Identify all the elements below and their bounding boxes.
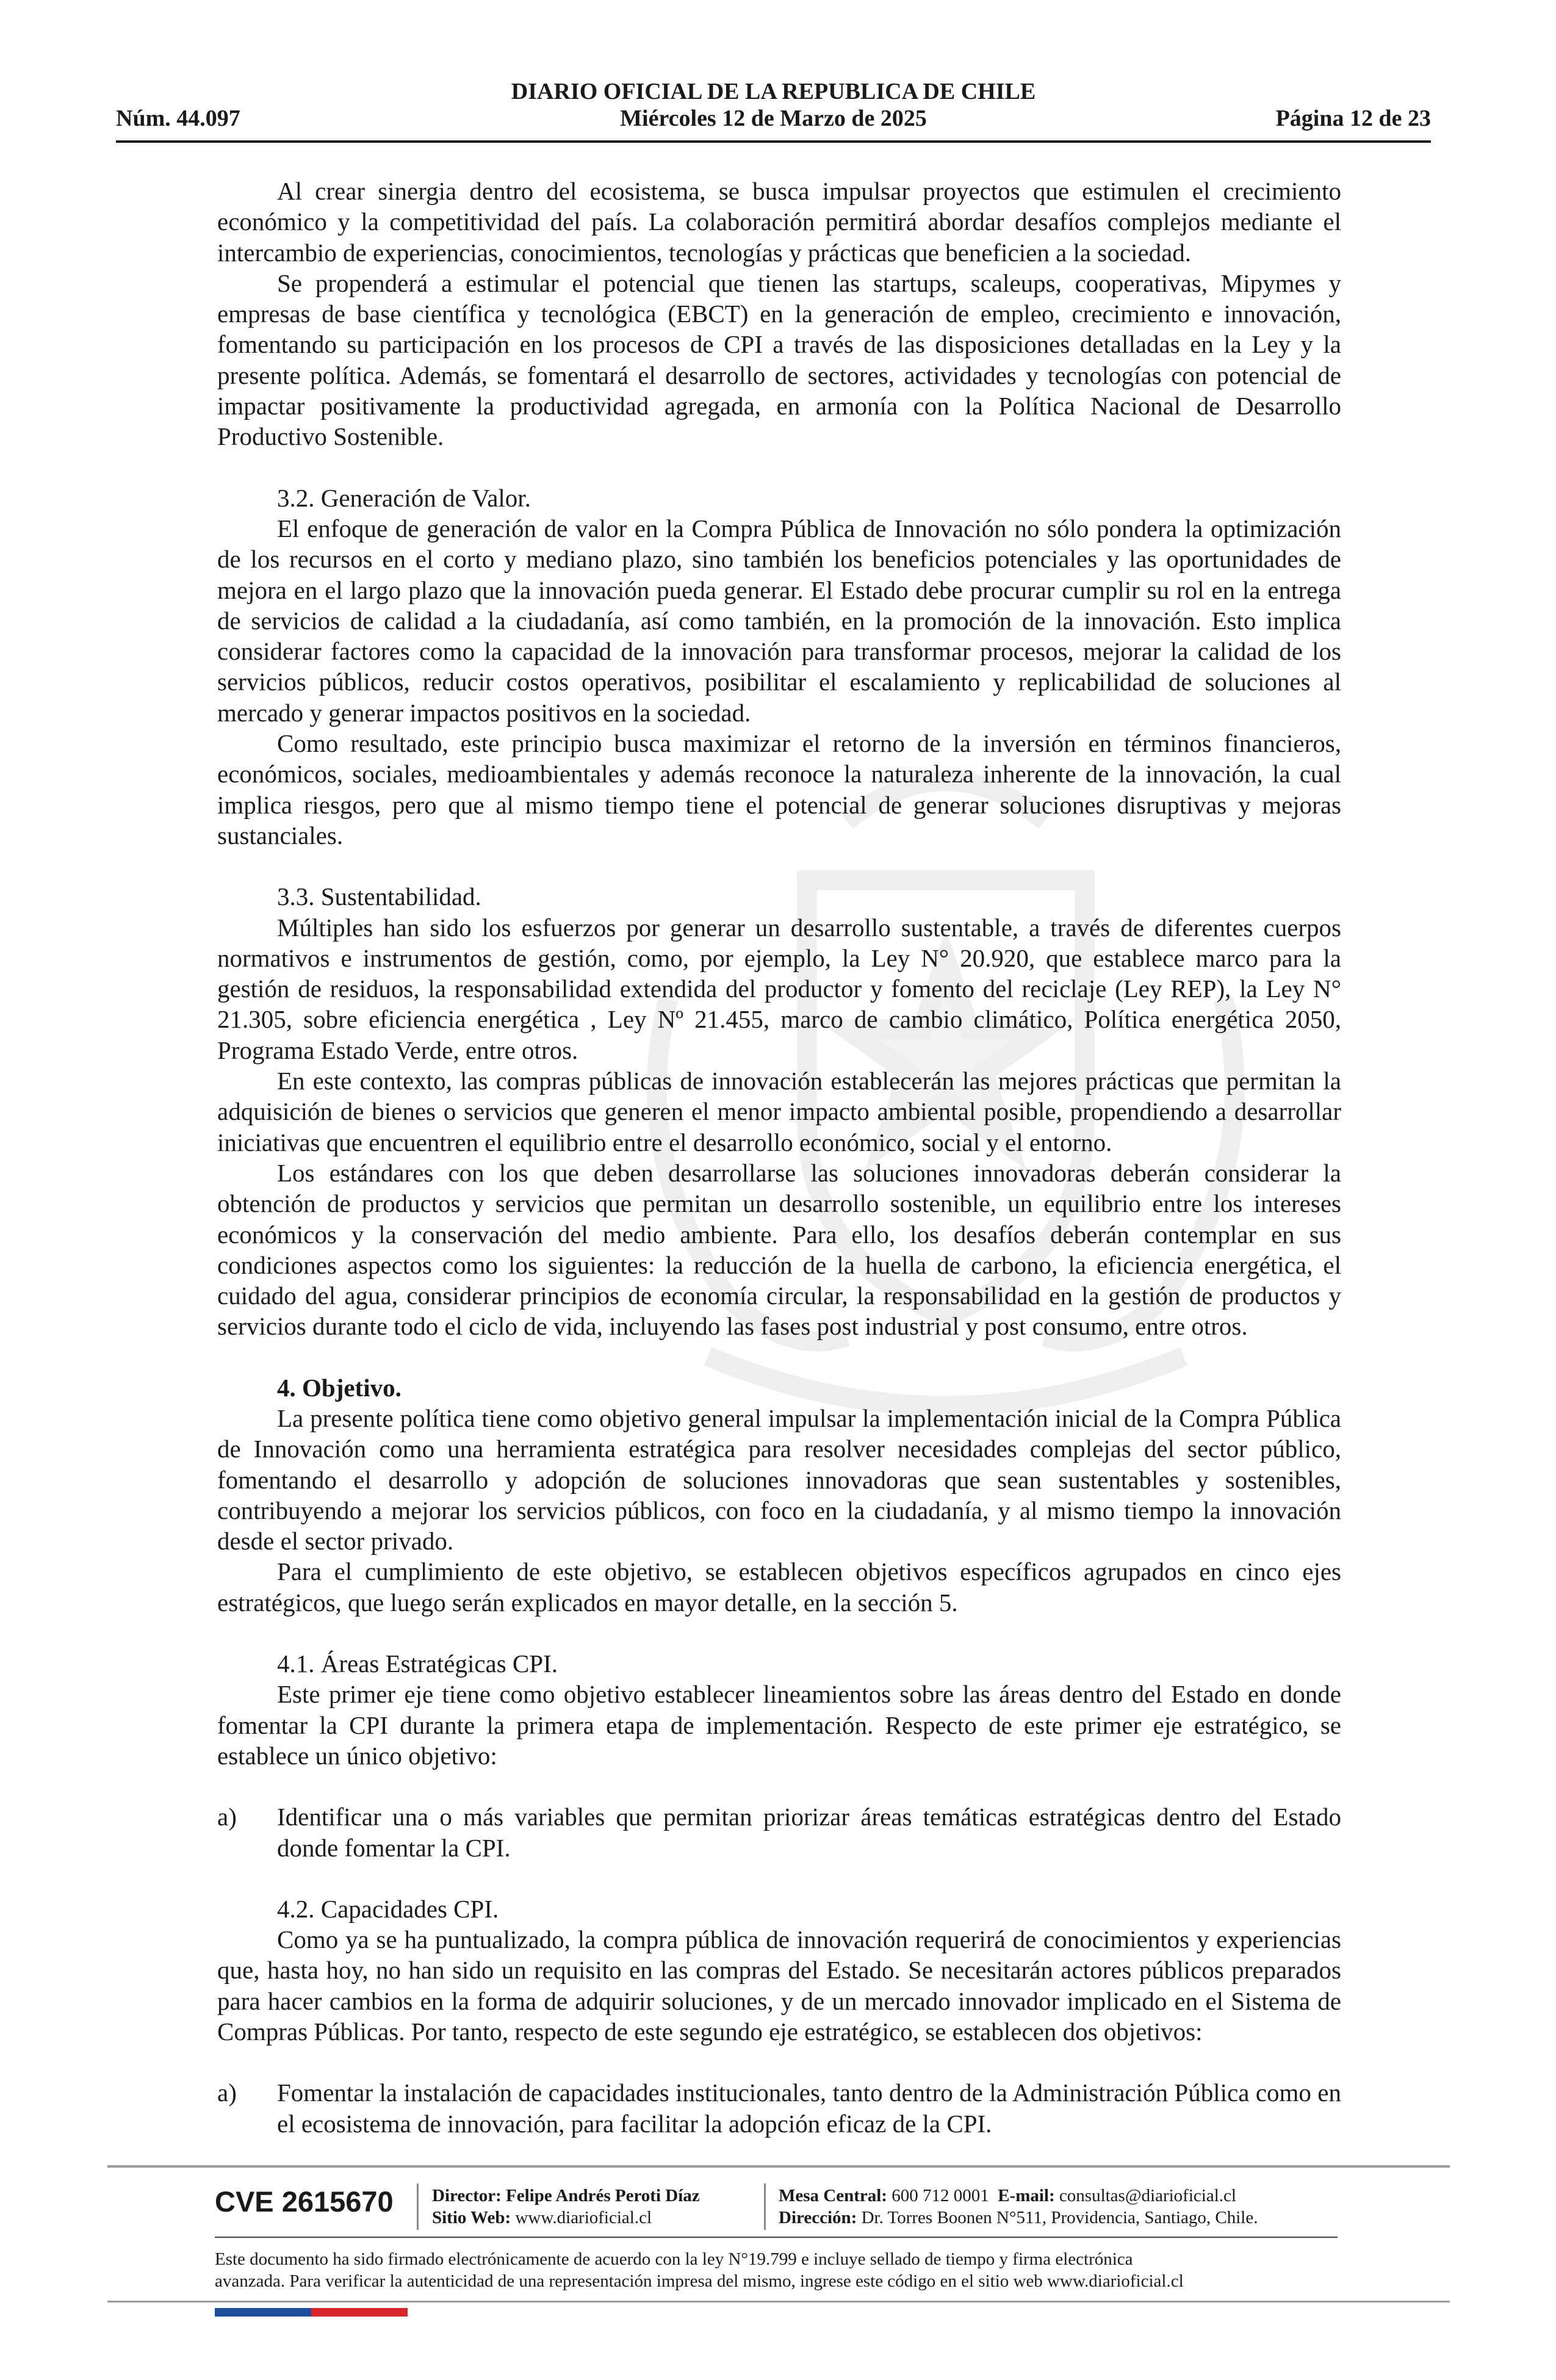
paragraph: En este contexto, las compras públicas de innovación establecerán las mejores prácticas que permitan la adquisición de bienes o servicios que generen el menor impacto ambiental posible, propendiendo a desarrollar iniciativas que encuentren el equilibrio entre el desarrollo económico, social y el entorno.	[217, 1067, 1341, 1156]
document-body	[217, 176, 1341, 2139]
legal-notice	[215, 2248, 1344, 2292]
paragraph: Como ya se ha puntualizado, la compra pública de innovación requerirá de conocimientos y experiencias que, hasta hoy, no han sido un requisito en las compras del Estado. Se necesitarán actores públicos preparados para hacer cambios en la forma de adquirir soluciones, y de un mercado innovador implicado en el Sistema de Compras Públicas. Por tanto, respecto de este segundo eje estratégico, se establecen dos objetivos:	[217, 1925, 1341, 2046]
list-item	[217, 2077, 1341, 2139]
director-label: Director:	[432, 2186, 502, 2205]
page-header	[116, 74, 1431, 146]
phone-label: Mesa Central:	[779, 2186, 887, 2205]
director-block	[432, 2185, 700, 2229]
section-heading-4-1: 4.1. Áreas Estratégicas CPI.	[277, 1650, 558, 1678]
paragraph: Este primer eje tiene como objetivo establecer lineamientos sobre las áreas dentro del Estado en donde fomentar la CPI durante la primera etapa de implementación. Respecto de este primer eje estratégico, se establece un único objetivo:	[217, 1680, 1341, 1770]
website-label: Sitio Web:	[432, 2208, 511, 2227]
paragraph: Como resultado, este principio busca maximizar el retorno de la inversión en términos financieros, económicos, sociales, medioambientales y además reconoce la naturaleza inherente de la innovación, la cual implica riesgos, pero que al mismo tiempo tiene el potencial de generar soluciones disruptivas y mejoras sustanciales.	[217, 729, 1341, 849]
paragraph: Se propenderá a estimular el potencial que tienen las startups, scaleups, cooperativas, Mipymes y empresas de base científica y tecnológica (EBCT) en la generación de empleo, crecimiento e innovación, fomentando su participación en los procesos de CPI a través de las disposiciones detalladas en la Ley y la presente política. Además, se fomentará el desarrollo de sectores, actividades y tecnologías con potencial de impactar positivamente la productividad agregada, en armonía con la Política Nacional de Desarrollo Productivo Sostenible.	[217, 269, 1341, 451]
section-heading-4: 4. Objetivo.	[277, 1373, 402, 1402]
footer-bottom-divider	[107, 2301, 1450, 2302]
email-link[interactable]: consultas@diarioficial.cl	[1059, 2186, 1236, 2205]
cve-code: CVE 2615670	[215, 2185, 394, 2218]
list-item-label: a)	[217, 1803, 237, 1831]
paragraph: La presente política tiene como objetivo general impulsar la implementación inicial de la Compra Pública de Innovación como una herramienta estratégica para resolver necesidades complejas del sector público, fomentando el desarrollo y adopción de soluciones innovadoras que sean sustentables y sostenibles, contribuyendo a mejorar los servicios públicos, con foco en la ciudadanía, y al mismo tiempo la innovación desde el sector privado.	[217, 1404, 1341, 1556]
flag-blue-segment	[215, 2308, 311, 2317]
flag-red-segment	[311, 2308, 408, 2317]
header-divider	[116, 140, 1431, 143]
list-item	[217, 1801, 1341, 1863]
paragraph: Múltiples han sido los esfuerzos por generar un desarrollo sustentable, a través de diferentes cuerpos normativos e instrumentos de gestión, como, por ejemplo, la Ley N° 20.920, que establece marco para la gestión de residuos, la responsabilidad extendida del productor y fomento del reciclaje (Ley REP), la Ley N° 21.305, sobre eficiencia energética , Ley Nº 21.455, marco de cambio climático, Política energética 2050, Programa Estado Verde, entre otros.	[217, 913, 1341, 1064]
director-name: Felipe Andrés Peroti Díaz	[506, 2186, 700, 2205]
page-number: Página 12 de 23	[1275, 106, 1431, 131]
footer-separator	[417, 2183, 419, 2230]
legal-line: avanzada. Para verificar la autenticidad de una representación impresa del mismo, ingrese este código en el sitio web www.diarioficial.cl	[215, 2271, 1184, 2291]
address-value: Dr. Torres Boonen N°511, Providencia, Santiago, Chile.	[861, 2208, 1258, 2227]
phone-value: 600 712 0001	[891, 2186, 989, 2205]
list-item-label: a)	[217, 2079, 237, 2107]
footer-mid-divider	[215, 2237, 1338, 2238]
website-link[interactable]: www.diarioficial.cl	[515, 2208, 652, 2227]
list-item-text: Fomentar la instalación de capacidades institucionales, tanto dentro de la Administración Pública como en el ecosistema de innovación, para facilitar la adopción eficaz de la CPI.	[277, 2079, 1341, 2138]
legal-line: Este documento ha sido firmado electrónicamente de acuerdo con la ley N°19.799 e incluye sellado de tiempo y firma electrónica	[215, 2249, 1133, 2269]
email-label: E-mail:	[998, 2186, 1055, 2205]
newspaper-title: DIARIO OFICIAL DE LA REPUBLICA DE CHILE	[511, 79, 1036, 104]
chile-flag-stripe	[215, 2308, 408, 2317]
paragraph: Para el cumplimiento de este objetivo, se establecen objetivos específicos agrupados en cinco ejes estratégicos, que luego serán explicados en mayor detalle, en la sección 5.	[217, 1557, 1341, 1617]
footer-top-divider	[107, 2165, 1450, 2168]
section-heading-4-2: 4.2. Capacidades CPI.	[277, 1894, 499, 1923]
footer-separator	[764, 2183, 766, 2230]
section-heading-3-2: 3.2. Generación de Valor.	[277, 483, 531, 512]
address-label: Dirección:	[779, 2208, 857, 2227]
paragraph: Los estándares con los que deben desarrollarse las soluciones innovadoras deberán considerar la obtención de productos y servicios que permitan un desarrollo sostenible, un equilibrio entre los intereses económicos y la conservación del medio ambiente. Para ello, los desafíos deberán contemplar en sus condiciones aspectos como los siguientes: la reducción de la huella de carbono, la eficiencia energética, el cuidado del agua, considerar principios de economía circular, la responsabilidad en la gestión de productos y servicios durante todo el ciclo de vida, incluyendo las fases post industrial y post consumo, entre otros.	[217, 1158, 1341, 1341]
issue-date: Miércoles 12 de Marzo de 2025	[620, 106, 927, 131]
issue-number: Núm. 44.097	[116, 106, 240, 131]
section-heading-3-3: 3.3. Sustentabilidad.	[277, 882, 481, 911]
paragraph: El enfoque de generación de valor en la Compra Pública de Innovación no sólo pondera la optimización de los recursos en el corto y mediano plazo, sino también los beneficios potenciales y las oportunidades de mejora en el largo plazo que la innovación pueda generar. El Estado debe procurar cumplir su rol en la entrega de servicios de calidad a la ciudadanía, así como también, en la promoción de la innovación. Esto implica considerar factores como la capacidad de la innovación para transformar procesos, mejorar la calidad de los servicios públicos, reducir costos operativos, posibilitar el escalamiento y replicabilidad de soluciones al mercado y generar impactos positivos en la sociedad.	[217, 514, 1341, 727]
contact-block	[779, 2185, 1258, 2229]
list-item-text: Identificar una o más variables que permitan priorizar áreas temáticas estratégicas dentro del Estado donde fomentar la CPI.	[277, 1803, 1341, 1862]
paragraph: Al crear sinergia dentro del ecosistema, se busca impulsar proyectos que estimulen el crecimiento económico y la competitividad del país. La colaboración permitirá abordar desafíos complejos mediante el intercambio de experiencias, conocimientos, tecnologías y prácticas que beneficien a la sociedad.	[217, 177, 1341, 267]
